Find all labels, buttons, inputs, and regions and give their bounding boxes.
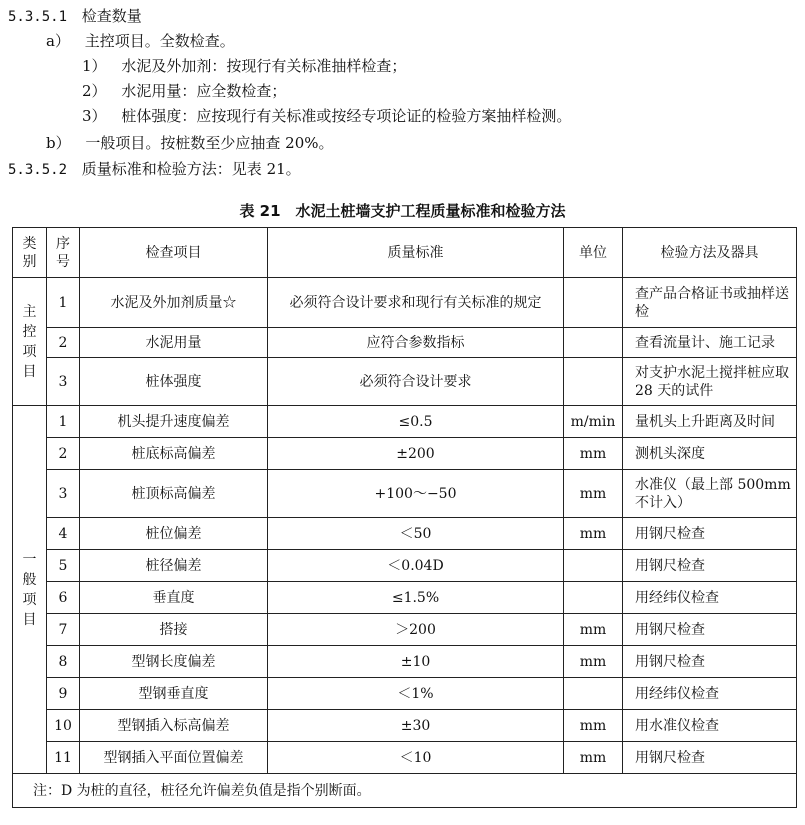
table-title: 表 21 水泥土桩墙支护工程质量标准和检验方法	[239, 202, 566, 220]
table-row	[13, 742, 797, 774]
clause-title: 质量标准和检验方法：见表 21。	[81, 160, 301, 178]
row-standard: ＜50	[268, 518, 564, 550]
subitem-2	[82, 81, 286, 101]
row-standard: 必须符合设计要求	[268, 358, 564, 406]
row-no: 8	[47, 646, 80, 678]
row-method: 用经纬仪检查	[623, 582, 797, 614]
header-standard: 质量标准	[268, 228, 564, 278]
table-row	[13, 678, 797, 710]
table-row	[13, 550, 797, 582]
row-unit: mm	[564, 710, 623, 742]
subitem-1-label: 1）	[82, 57, 107, 75]
subitem-2-text: 水泥用量：应全数检查；	[121, 82, 287, 100]
item-a-text: 主控项目。全数检查。	[84, 32, 235, 50]
row-item: 桩体强度	[80, 358, 268, 406]
row-no: 1	[47, 406, 80, 438]
item-b-text: 一般项目。按桩数至少应抽查 20%。	[85, 134, 334, 152]
table-row	[13, 438, 797, 470]
table-row	[13, 470, 797, 518]
row-unit: m/min	[564, 406, 623, 438]
row-no: 9	[47, 678, 80, 710]
table-row	[13, 328, 797, 358]
row-item: 水泥及外加剂质量☆	[80, 278, 268, 328]
clause-number: 5.3.5.2	[8, 162, 68, 178]
row-no: 3	[47, 358, 80, 406]
row-standard: ＜0.04D	[268, 550, 564, 582]
row-method: 水准仪（最上部 500mm 不计入）	[623, 470, 797, 518]
item-a	[46, 31, 235, 51]
clause-5-3-5-2	[8, 159, 301, 180]
table-row	[13, 614, 797, 646]
row-standard: ±200	[268, 438, 564, 470]
row-method: 用钢尺检查	[623, 550, 797, 582]
row-item: 型钢垂直度	[80, 678, 268, 710]
row-unit: mm	[564, 518, 623, 550]
row-unit: mm	[564, 646, 623, 678]
row-standard: ±10	[268, 646, 564, 678]
header-method: 检验方法及器具	[623, 228, 797, 278]
quality-standard-table	[12, 227, 797, 808]
header-category: 类 别	[13, 228, 47, 278]
header-seq: 序 号	[47, 228, 80, 278]
row-method: 用钢尺检查	[623, 518, 797, 550]
row-no: 4	[47, 518, 80, 550]
row-unit	[564, 678, 623, 710]
table-row	[13, 358, 797, 406]
table-note: 注：D 为桩的直径，桩径允许偏差负值是指个别断面。	[13, 774, 797, 808]
row-item: 搭接	[80, 614, 268, 646]
row-no: 6	[47, 582, 80, 614]
row-method: 查产品合格证书或抽样送检	[623, 278, 797, 328]
row-item: 桩顶标高偏差	[80, 470, 268, 518]
subitem-2-label: 2）	[82, 82, 107, 100]
category-main: 主 控 项 目	[13, 278, 47, 406]
row-method: 对支护水泥土搅拌桩应取 28 天的试件	[623, 358, 797, 406]
row-standard: ≤1.5%	[268, 582, 564, 614]
clause-5-3-5-1	[8, 6, 142, 27]
clause-title: 检查数量	[81, 7, 142, 25]
row-unit: mm	[564, 470, 623, 518]
header-item: 检查项目	[80, 228, 268, 278]
category-general: 一 般 项 目	[13, 406, 47, 774]
row-unit: mm	[564, 742, 623, 774]
row-no: 1	[47, 278, 80, 328]
row-standard: ＞200	[268, 614, 564, 646]
row-item: 桩位偏差	[80, 518, 268, 550]
table-row	[13, 406, 797, 438]
row-unit	[564, 582, 623, 614]
row-method: 用钢尺检查	[623, 646, 797, 678]
item-b-label: b）	[46, 134, 71, 152]
row-method: 测机头深度	[623, 438, 797, 470]
subitem-1-text: 水泥及外加剂：按现行有关标准抽样检查；	[121, 57, 407, 75]
item-a-label: a）	[46, 32, 70, 50]
row-method: 用钢尺检查	[623, 742, 797, 774]
row-item: 垂直度	[80, 582, 268, 614]
row-item: 桩径偏差	[80, 550, 268, 582]
item-b	[46, 133, 334, 153]
row-unit: mm	[564, 614, 623, 646]
row-method: 用经纬仪检查	[623, 678, 797, 710]
row-standard: 必须符合设计要求和现行有关标准的规定	[268, 278, 564, 328]
table-note-row	[13, 774, 797, 808]
row-method: 用钢尺检查	[623, 614, 797, 646]
row-item: 型钢插入标高偏差	[80, 710, 268, 742]
row-standard: ＜1%	[268, 678, 564, 710]
row-no: 10	[47, 710, 80, 742]
row-no: 5	[47, 550, 80, 582]
row-unit	[564, 278, 623, 328]
table-row	[13, 582, 797, 614]
row-no: 11	[47, 742, 80, 774]
table-row	[13, 278, 797, 328]
row-standard: ≤0.5	[268, 406, 564, 438]
row-item: 型钢长度偏差	[80, 646, 268, 678]
row-no: 7	[47, 614, 80, 646]
row-unit	[564, 358, 623, 406]
table-row	[13, 710, 797, 742]
row-no: 2	[47, 328, 80, 358]
clause-number: 5.3.5.1	[8, 9, 68, 25]
row-item: 水泥用量	[80, 328, 268, 358]
subitem-3-text: 桩体强度：应按现行有关标准或按经专项论证的检验方案抽样检测。	[121, 107, 572, 125]
row-standard: ±30	[268, 710, 564, 742]
row-item: 机头提升速度偏差	[80, 406, 268, 438]
subitem-3-label: 3）	[82, 107, 107, 125]
row-item: 桩底标高偏差	[80, 438, 268, 470]
row-unit: mm	[564, 438, 623, 470]
subitem-1	[82, 56, 406, 76]
table-row	[13, 646, 797, 678]
header-unit: 单位	[564, 228, 623, 278]
row-no: 3	[47, 470, 80, 518]
row-item: 型钢插入平面位置偏差	[80, 742, 268, 774]
row-method: 用水准仪检查	[623, 710, 797, 742]
row-standard: +100～−50	[268, 470, 564, 518]
table-header-row	[13, 228, 797, 278]
row-no: 2	[47, 438, 80, 470]
table-row	[13, 518, 797, 550]
row-standard: 应符合参数指标	[268, 328, 564, 358]
row-method: 查看流量计、施工记录	[623, 328, 797, 358]
row-method: 量机头上升距离及时间	[623, 406, 797, 438]
row-unit	[564, 328, 623, 358]
row-unit	[564, 550, 623, 582]
row-standard: ＜10	[268, 742, 564, 774]
subitem-3	[82, 106, 571, 126]
